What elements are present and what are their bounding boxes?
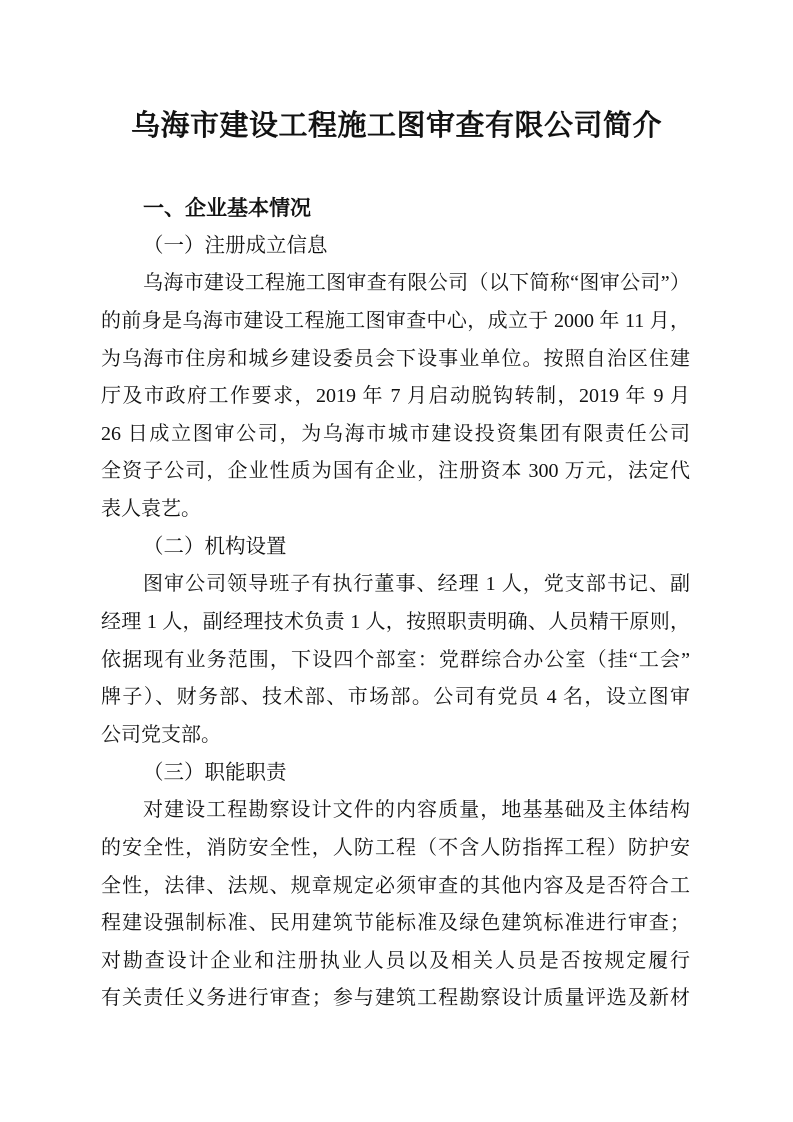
text-line: 对勘查设计企业和注册执业人员以及相关人员是否按规定履行 bbox=[101, 949, 690, 972]
text-line: 经理 1 人，副经理技术负责 1 人，按照职责明确、人员精干原则， bbox=[101, 611, 690, 634]
document-title: 乌海市建设工程施工图审查有限公司简介 bbox=[130, 110, 662, 142]
subsection-heading: （三）职能职责 bbox=[143, 761, 287, 784]
text-line: 26 日成立图审公司，为乌海市城市建设投资集团有限责任公司 bbox=[101, 422, 690, 445]
text-line: 图审公司领导班子有执行董事、经理 1 人，党支部书记、副 bbox=[143, 573, 690, 596]
text-line: 的安全性，消防安全性，人防工程（不含人防指挥工程）防护安 bbox=[101, 836, 690, 859]
text-line: 全性，法律、法规、规章规定必须审查的其他内容及是否符合工 bbox=[101, 874, 690, 897]
text-line: 程建设强制标准、民用建筑节能标准及绿色建筑标准进行审查； bbox=[101, 912, 690, 935]
text-line: 为乌海市住房和城乡建设委员会下设事业单位。按照自治区住建 bbox=[101, 347, 690, 370]
section-heading: 一、企业基本情况 bbox=[143, 197, 311, 220]
subsection-heading: （二）机构设置 bbox=[143, 535, 287, 558]
text-line: 牌子）、财务部、技术部、市场部。公司有党员 4 名，设立图审 bbox=[101, 686, 690, 709]
text-line: 对建设工程勘察设计文件的内容质量，地基基础及主体结构 bbox=[143, 799, 690, 822]
text-line: 的前身是乌海市建设工程施工图审查中心，成立于 2000 年 11 月， bbox=[101, 309, 690, 332]
text-line: 有关责任义务进行审查；参与建筑工程勘察设计质量评选及新材 bbox=[101, 987, 690, 1010]
text-line: 表人袁艺。 bbox=[101, 498, 201, 521]
document-body bbox=[101, 190, 690, 1018]
subsection-heading: （一）注册成立信息 bbox=[143, 234, 328, 257]
text-line: 全资子公司，企业性质为国有企业，注册资本 300 万元，法定代 bbox=[101, 460, 690, 483]
text-line: 乌海市建设工程施工图审查有限公司（以下简称“图审公司”） bbox=[143, 272, 690, 295]
text-line: 厅及市政府工作要求，2019 年 7 月启动脱钩转制，2019 年 9 月 bbox=[101, 385, 690, 408]
text-line: 依据现有业务范围，下设四个部室：党群综合办公室（挂“工会” bbox=[101, 648, 690, 671]
text-line: 公司党支部。 bbox=[101, 723, 221, 746]
